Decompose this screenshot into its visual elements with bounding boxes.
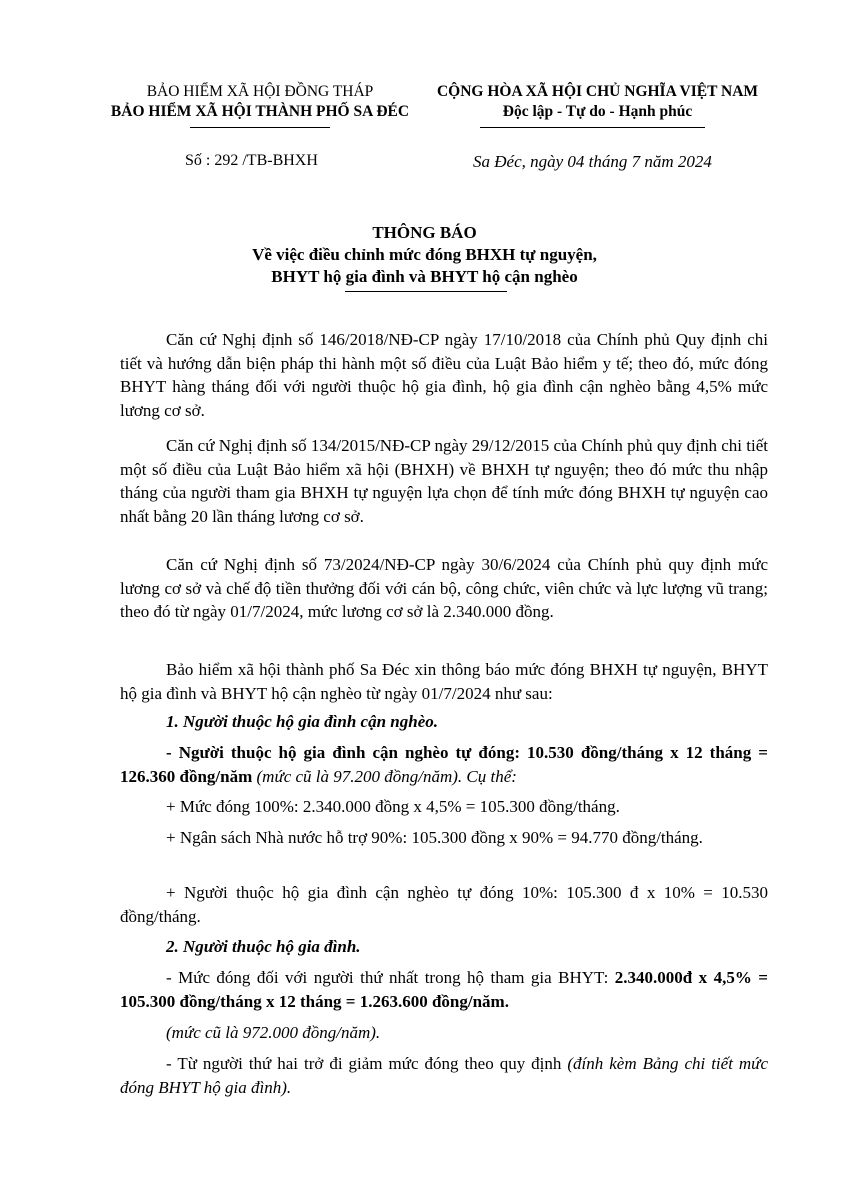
section-1-item-state-support: + Ngân sách Nhà nước hỗ trợ 90%: 105.300 đồng x 90% = 94.770 đồng/tháng. (166, 828, 703, 847)
section-1-heading: 1. Người thuộc hộ gia đình cận nghèo. (166, 712, 438, 731)
notice-subject-line2: BHYT hộ gia đình và BHYT hộ cận nghèo (271, 267, 578, 286)
paragraph-announcement: Bảo hiểm xã hội thành phố Sa Đéc xin thông báo mức đóng BHXH tự nguyện, BHYT hộ gia đình và BHYT hộ cận nghèo từ ngày 01/7/2024 như sau: (120, 660, 768, 703)
org-name: BẢO HIỂM XÃ HỘI THÀNH PHỐ SA ĐÉC (110, 103, 410, 120)
org-underline (190, 127, 330, 128)
section-1-item-full-rate: + Mức đóng 100%: 2.340.000 đồng x 4,5% = 105.300 đồng/tháng. (166, 797, 620, 816)
section-2-old-rate: (mức cũ là 972.000 đồng/năm). (166, 1023, 381, 1042)
section-1-rate-old: (mức cũ là 97.200 đồng/năm). Cụ thể: (252, 766, 517, 786)
notice-title: THÔNG BÁO (372, 223, 477, 242)
section-2-rate-intro: - Mức đóng đối với người thứ nhất trong hộ tham gia BHYT: (166, 968, 609, 987)
title-underline (345, 291, 507, 292)
section-2-reduction-text: - Từ người thứ hai trở đi giảm mức đóng theo quy định (166, 1054, 568, 1073)
section-1-rate (120, 741, 768, 788)
section-2-rate-bold: 2.340.000đ x 4,5% = 105.300 đồng/tháng x 12 tháng = 1.263.600 đồng/năm. (120, 968, 768, 1011)
paragraph-decree-134: Căn cứ Nghị định số 134/2015/NĐ-CP ngày 29/12/2015 của Chính phủ quy định chi tiết một số điều của Luật Bảo hiểm xã hội (BHXH) về BHXH tự nguyện; theo đó mức thu nhập tháng của người tham gia BHXH tự nguyện lựa chọn để tính mức đóng BHXH tự nguyện cao nhất bằng 20 lần tháng lương cơ sở. (120, 436, 768, 526)
country-name: CỘNG HÒA XÃ HỘI CHỦ NGHĨA VIỆT NAM (436, 83, 759, 100)
org-parent: BẢO HIỂM XÃ HỘI ĐỒNG THÁP (146, 83, 374, 100)
paragraph-decree-73: Căn cứ Nghị định số 73/2024/NĐ-CP ngày 30/6/2024 của Chính phủ quy định mức lương cơ sở và chế độ tiền thưởng đối với cán bộ, công chức, viên chức và lực lượng vũ trang; theo đó từ ngày 01/7/2024, mức lương cơ sở là 2.340.000 đồng. (120, 555, 768, 621)
section-1-rate-bold: - Người thuộc hộ gia đình cận nghèo tự đóng: 10.530 đồng/tháng x 12 tháng = 126.360 đồng/năm (120, 743, 768, 786)
section-2-heading: 2. Người thuộc hộ gia đình. (166, 937, 361, 956)
section-2-reduction (120, 1052, 768, 1099)
paragraph-decree-146: Căn cứ Nghị định số 146/2018/NĐ-CP ngày 17/10/2018 của Chính phủ Quy định chi tiết và hướng dẫn biện pháp thi hành một số điều của Luật Bảo hiểm y tế; theo đó, mức đóng BHYT hàng tháng đối với người thuộc hộ gia đình, hộ gia đình cận nghèo bằng 4,5% mức lương cơ sở. (120, 330, 768, 420)
section-1-item-self-pay: + Người thuộc hộ gia đình cận nghèo tự đóng 10%: 105.300 đ x 10% = 10.530 đồng/tháng. (120, 883, 768, 926)
motto-underline (480, 127, 705, 128)
section-2-reduction-attachment: (đính kèm Bảng chi tiết mức đóng BHYT hộ gia đình). (120, 1054, 769, 1097)
place-date: Sa Đéc, ngày 04 tháng 7 năm 2024 (473, 152, 712, 171)
motto: Độc lập - Tự do - Hạnh phúc (502, 103, 693, 120)
doc-number: Số : 292 /TB-BHXH (185, 152, 318, 169)
notice-subject-line1: Về việc điều chỉnh mức đóng BHXH tự nguyện, (252, 245, 597, 264)
section-2-rate (120, 966, 768, 1013)
